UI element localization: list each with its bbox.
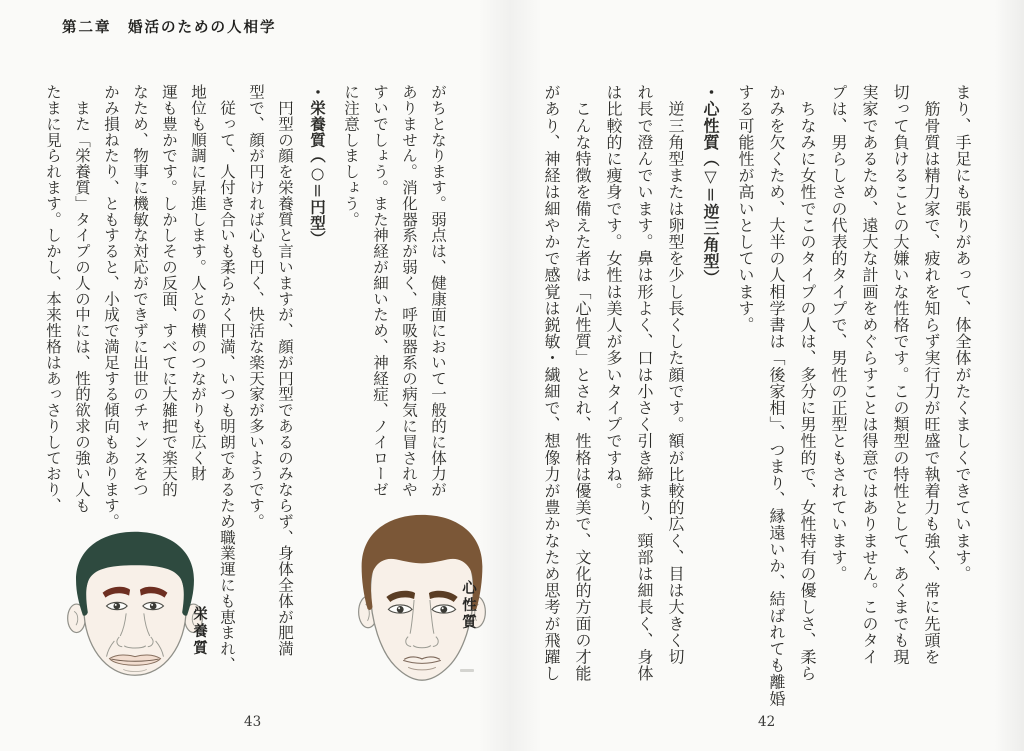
text-column: する可能性が高いとしています。 [736, 84, 755, 333]
pupil-left [113, 603, 120, 610]
text-column: かみ損ねたり、ともすると、小成で満足する傾向もあります。 [102, 84, 120, 530]
tiny-print-mark [460, 669, 474, 672]
page-number-left: 43 [244, 714, 262, 730]
text-column: かみを欠くため、大半の人相学書は「後家相」、つまり、縁遠いか、結ばれても離婚 [767, 84, 786, 707]
pupil-right [150, 603, 157, 610]
text-column: 地位も順調に昇進します。人との横のつながりも広く財 [189, 84, 207, 482]
text-column: 従って、人付き合いも柔らかく円満、いつも明朗であるため職業運にも恵まれ、 [218, 84, 236, 673]
text-column: 切って負けることの大嫌いな性格です。この類型の特性として、あくまでも現 [891, 84, 910, 665]
page-number-right: 42 [758, 714, 776, 730]
text-column: 運も豊かです。しかしその反面、すべてに大雑把で楽天的 [160, 84, 178, 498]
text-column: なため、物事に機敏な対応ができずに出世のチャンスをつ [131, 84, 149, 498]
text-column: 逆三角型または卵型を少し長くした顔です。額が比較的広く、目は大きく切 [666, 84, 685, 665]
text-column: まり、手足にも張りがあって、体全体がたくましくできています。 [953, 84, 972, 582]
text-column: プは、男らしさの代表的タイプで、男性の正型ともされています。 [829, 84, 848, 582]
text-column: に注意しましょう。 [342, 84, 360, 228]
text-column: また「栄養質」タイプの人の中には、性的欲求の強い人も [73, 84, 91, 514]
eye-highlight [151, 604, 153, 606]
text-column: すいでしょう。また神経が細いため、神経症、ノイローゼ [371, 84, 389, 498]
text-column: 実家であるため、遠大な計画をめぐらすことは得意ではありません。このタイ [860, 84, 879, 665]
face-illustration-eiyoushitsu [60, 520, 210, 692]
text-column: こんな特徴を備えた者は「心性質」とされ、性格は優美で、文化的方面の才能 [573, 84, 592, 682]
eye-highlight [115, 604, 117, 606]
text-column: ちなみに女性でこのタイプの人は、多分に男性的で、女性特有の優しさ、柔ら [798, 84, 817, 682]
text-column: ありません。消化器系が弱く、呼吸器系の病気に冒されや [400, 84, 418, 498]
text-column: れ長で澄んでいます。鼻は形よく、口は小さく引き締まり、頸部は細長く、身体 [635, 84, 654, 682]
running-head: 第二章 婚活のための人相学 [62, 20, 277, 36]
text-column: は比較的に痩身です。女性は美人が多いタイプですね。 [604, 84, 623, 499]
text-column: 筋骨質は精力家で、疲れを知らず実行力が旺盛で執着力も強く、常に先頭を [922, 84, 941, 665]
figure-label-eiyoushitsu: 栄養質 [191, 606, 208, 657]
text-column: 円型の顔を栄養質と言いますが、顔が円型であるのみならず、身体全体が肥満 [276, 84, 294, 657]
right-page-text [536, 84, 978, 707]
eye-highlight [442, 607, 444, 609]
pupil-left [397, 606, 404, 613]
text-column: 型で、顔が円ければ心も円く、快活な楽天家が多いようです。 [247, 84, 265, 530]
page-edge-shadow [994, 0, 1024, 751]
text-column: たまに見られます。しかし、本来性格はあっさりしており、 [44, 84, 62, 514]
pupil-right [440, 606, 447, 613]
figure-label-shinseishitsu: 心性質 [460, 580, 477, 631]
text-column: があり、神経は細やかで感覚は鋭敏・繊細で、想像力が豊かなため思考が飛躍し [542, 84, 561, 682]
text-column: がちとなります。弱点は、健康面において一般的に体力が [429, 84, 447, 498]
eye-highlight [398, 607, 400, 609]
section-heading-shinseishitsu: ・心性質（▽＝逆三角型） [701, 84, 720, 287]
section-heading-eiyoushitsu: ・栄養質（○＝円型） [308, 84, 327, 247]
